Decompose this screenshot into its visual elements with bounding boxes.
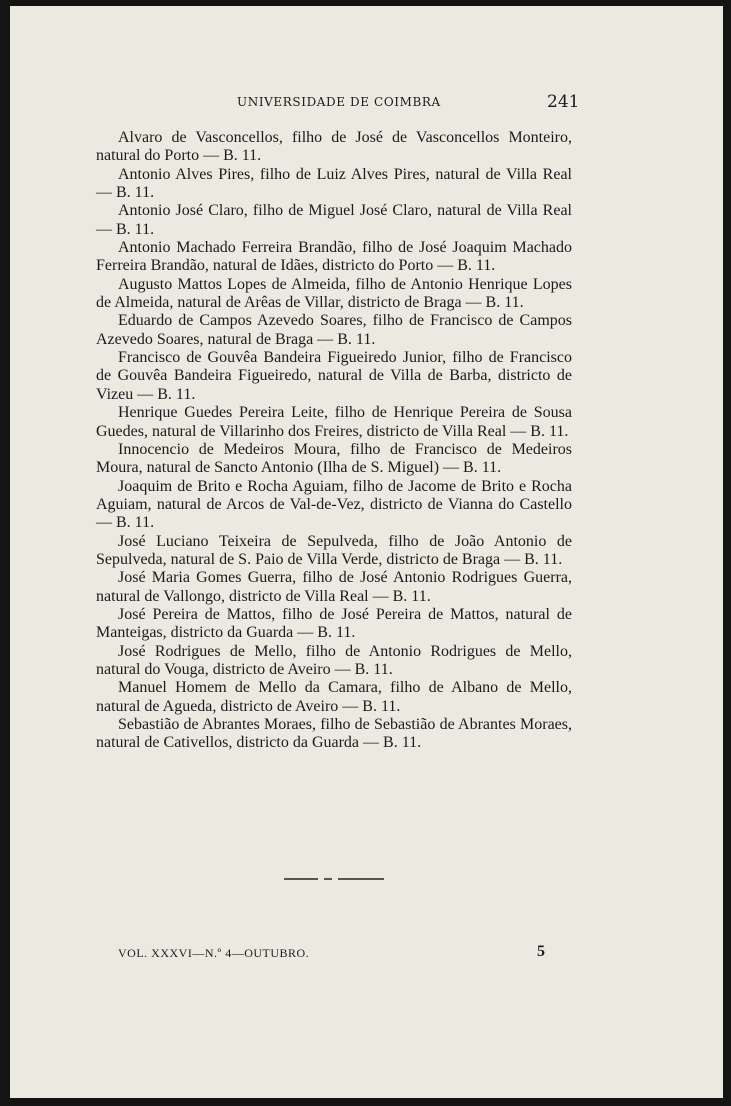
entry: José Rodrigues de Mello, filho de Antonio Rodrigues de Mello, natural do Vouga, districto de Aveiro — B. 11. (96, 642, 572, 678)
entry: Joaquim de Brito e Rocha Aguiam, filho de Jacome de Brito e Rocha Aguiam, natural de Arcos de Val-de-Vez, districto de Vianna do Castello — B. 11. (96, 477, 572, 532)
register-entries (96, 129, 572, 753)
entry: Eduardo de Campos Azevedo Soares, filho de Francisco de Campos Azevedo Soares, natural de Braga — B. 11. (96, 312, 572, 348)
entry: Alvaro de Vasconcellos, filho de José de Vasconcellos Monteiro, natural do Porto — B. 11. (96, 129, 572, 165)
section-ornament (284, 876, 384, 882)
entry: Sebastião de Abrantes Moraes, filho de Sebastião de Abrantes Moraes, natural de Cativellos, districto da Guarda — B. 11. (96, 716, 572, 752)
book-page (10, 6, 723, 1098)
running-title: UNIVERSIDADE DE COIMBRA (237, 95, 441, 109)
running-head (10, 92, 723, 116)
page-number: 241 (547, 92, 580, 112)
entry: José Maria Gomes Guerra, filho de José Antonio Rodrigues Guerra, natural de Vallongo, districto de Villa Real — B. 11. (96, 569, 572, 605)
entry: Augusto Mattos Lopes de Almeida, filho de Antonio Henrique Lopes de Almeida, natural de Arêas de Villar, districto de Braga — B. 11. (96, 275, 572, 312)
entry: Manuel Homem de Mello da Camara, filho de Albano de Mello, natural de Agueda, districto de Aveiro — B. 11. (96, 679, 572, 715)
entry: José Pereira de Mattos, filho de José Pereira de Mattos, natural de Manteigas, districto da Guarda — B. 11. (96, 605, 572, 642)
entry: Antonio Machado Ferreira Brandão, filho de José Joaquim Machado Ferreira Brandão, natural de Idães, districto do Porto — B. 11. (96, 239, 572, 275)
volume-line: VOL. XXXVI—N.º 4—OUTUBRO. (118, 946, 310, 960)
entry: Innocencio de Medeiros Moura, filho de Francisco de Medeiros Moura, natural de Sancto Antonio (Ilha de S. Miguel) — B. 11. (96, 440, 572, 477)
entry: Francisco de Gouvêa Bandeira Figueiredo Junior, filho de Francisco de Gouvêa Bandeira Figueiredo, natural de Villa de Barba, districto de Vizeu — B. 11. (96, 349, 572, 403)
entry: Antonio José Claro, filho de Miguel José Claro, natural de Villa Real — B. 11. (96, 202, 572, 238)
entry: Henrique Guedes Pereira Leite, filho de Henrique Pereira de Sousa Guedes, natural de Villarinho dos Freires, districto de Villa Real — B. 11. (96, 404, 572, 440)
entry: Antonio Alves Pires, filho de Luiz Alves Pires, natural de Villa Real — B. 11. (96, 165, 572, 202)
signature-mark: 5 (537, 943, 545, 960)
entry: José Luciano Teixeira de Sepulveda, filho de João Antonio de Sepulveda, natural de S. Paio de Villa Verde, districto de Braga — B. 11. (96, 532, 572, 568)
